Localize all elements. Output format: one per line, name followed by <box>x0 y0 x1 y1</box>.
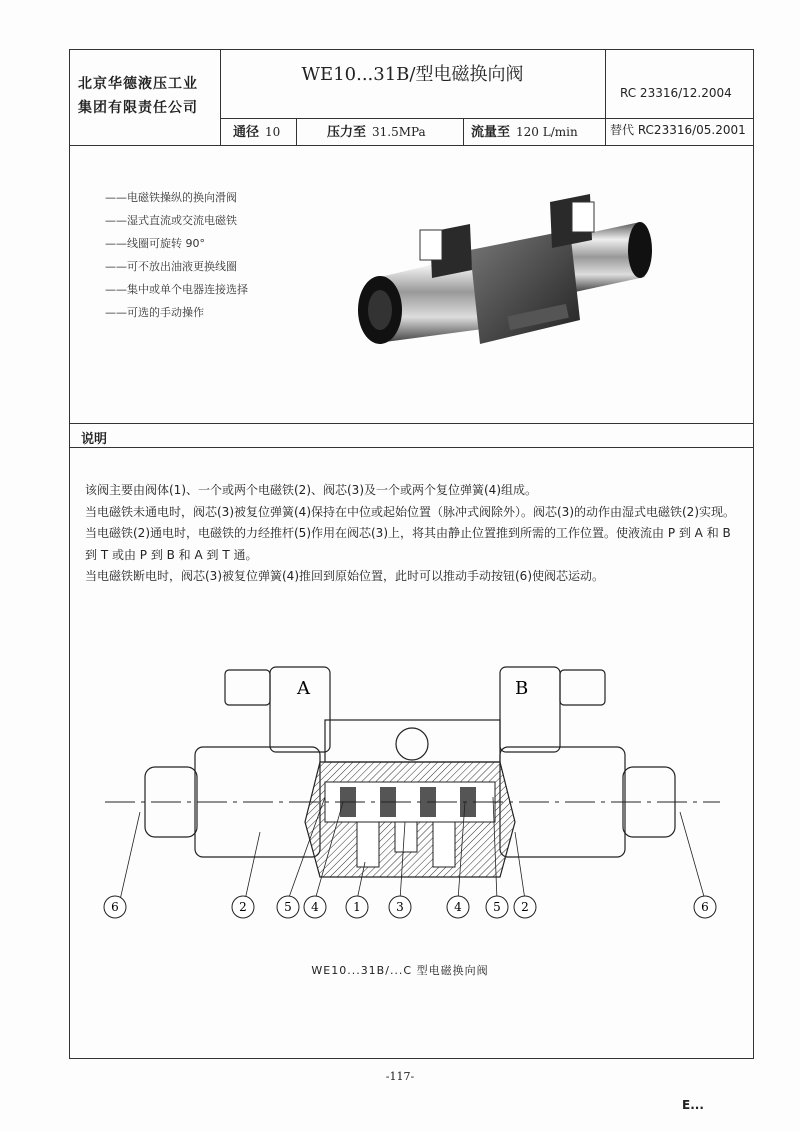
callout-4-left: 4 <box>311 900 319 914</box>
spec-size <box>233 121 280 140</box>
feature-item: ——电磁铁操纵的换向滑阀 <box>105 191 237 204</box>
corner-mark: E... <box>682 1098 704 1112</box>
header-col-rc <box>605 49 606 146</box>
section-title: 说明 <box>81 432 108 447</box>
header-divider-bottom <box>69 145 754 146</box>
port-label-b: B <box>515 678 529 699</box>
header-col-spec1 <box>296 118 297 146</box>
header-col-spec2 <box>463 118 464 146</box>
callout-5-left: 5 <box>284 900 292 914</box>
callout-4-right: 4 <box>454 900 462 914</box>
company-name <box>78 72 198 120</box>
feature-item: ——线圈可旋转 90° <box>105 237 205 250</box>
page-title <box>220 60 605 86</box>
callout-2-right: 2 <box>521 900 529 914</box>
spec-flow <box>471 121 578 140</box>
description-paragraph: 该阀主要由阀体(1)、一个或两个电磁铁(2)、阀芯(3)及一个或两个复位弹簧(4)组成。 <box>85 483 537 497</box>
company-line-2: 集团有限责任公司 <box>78 100 198 116</box>
feature-list <box>105 186 248 324</box>
header-divider-mid <box>220 118 754 119</box>
valve-section-diagram <box>95 652 735 920</box>
callout-6-right: 6 <box>701 900 709 914</box>
title-model: WE10...31B/ <box>301 64 416 85</box>
feature-item: ——集中或单个电器连接选择 <box>105 283 248 296</box>
callout-2-left: 2 <box>239 900 247 914</box>
replaces-code: 替代 RC23316/05.2001 <box>610 123 746 137</box>
spec-size-value: 10 <box>265 125 281 139</box>
description <box>85 480 745 588</box>
rc-code: RC 23316/12.2004 <box>620 86 732 100</box>
callout-5-right: 5 <box>493 900 501 914</box>
feature-item: ——可选的手动操作 <box>105 306 204 319</box>
spec-pressure <box>327 121 426 140</box>
valve-product-photo <box>340 182 660 357</box>
spec-pressure-label: 压力至 <box>327 125 367 140</box>
callout-1: 1 <box>353 900 361 914</box>
spec-size-label: 通径 <box>233 125 260 140</box>
spec-pressure-value: 31.5MPa <box>372 125 426 139</box>
description-paragraph: 当电磁铁未通电时，阀芯(3)被复位弹簧(4)保持在中位或起始位置（脉冲式阀除外）。阀芯(3)的动作由湿式电磁铁(2)实现。当电磁铁(2)通电时，电磁铁的力经推杆(5)作用在阀芯(3)上，将其由静止位置推到所需的工作位置。使液流由 P 到 A 和 B 到 T 或由 P 到 B 和 A 到 T 通。 <box>85 504 735 562</box>
port-label-a: A <box>297 678 310 699</box>
description-paragraph: 当电磁铁断电时，阀芯(3)被复位弹簧(4)推回到原始位置，此时可以推动手动按钮(6)使阀芯运动。 <box>85 569 604 583</box>
page-number: -117- <box>385 1070 415 1083</box>
callout-6-left: 6 <box>111 900 119 914</box>
feature-item: ——可不放出油液更换线圈 <box>105 260 237 273</box>
title-cn: 型电磁换向阀 <box>415 64 524 85</box>
callout-3: 3 <box>396 900 404 914</box>
diagram-caption: WE10...31B/...C 型电磁换向阀 <box>311 964 489 977</box>
feature-item: ——湿式直流或交流电磁铁 <box>105 214 237 227</box>
spec-flow-label: 流量至 <box>471 125 511 140</box>
company-line-1: 北京华德液压工业 <box>78 76 198 92</box>
spec-flow-value: 120 L/min <box>516 125 578 139</box>
section-header <box>69 423 754 448</box>
